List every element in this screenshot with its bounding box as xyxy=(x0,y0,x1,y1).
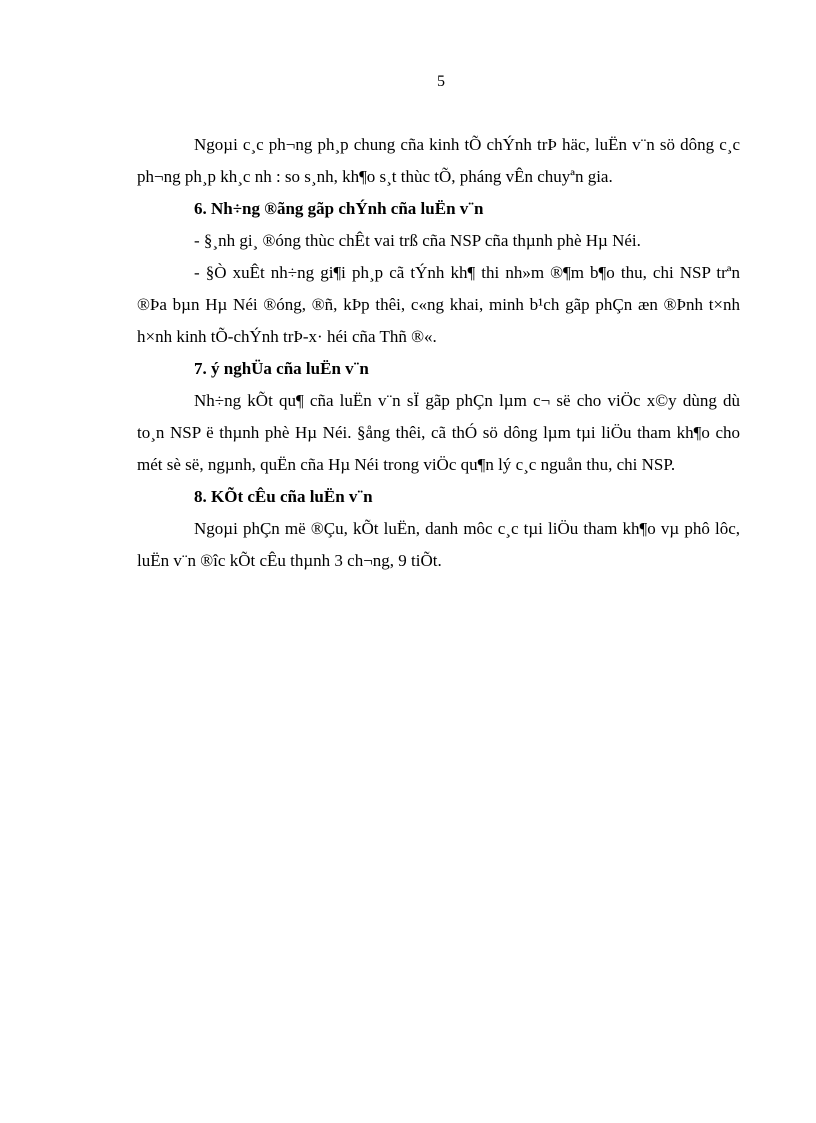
text-line: Nh÷ng kÕt qu¶ cña luËn v¨n sÏ gãp phÇn lµm c¬ së cho viÖc x©y xyxy=(194,391,677,410)
section-heading-contributions: 6. Nh÷ng ®ãng gãp chÝnh cña luËn v¨n xyxy=(194,199,484,218)
section-heading-structure: 8. KÕt cÊu cña luËn v¨n xyxy=(194,487,373,506)
text-line: Ngoµi phÇn më ®Çu, kÕt luËn, danh môc c¸c tµi liÖu tham kh¶o vµ xyxy=(194,519,680,538)
text-line: c¸c nguån thu, chi NSP. xyxy=(515,455,676,474)
text-line: dông c¸c ph¬ng ph¸p kh¸c nh : so s¸nh, kh¶o s¸t thùc tÕ, pháng vÊn chuyªn gia. xyxy=(137,135,741,186)
text-line: phô lôc, luËn v¨n ®îc kÕt cÊu thµnh 3 ch¬ng, 9 tiÕt. xyxy=(137,519,740,570)
contribution-item-2 xyxy=(137,257,740,353)
structure-paragraph xyxy=(137,513,740,577)
significance-paragraph xyxy=(137,385,740,481)
contribution-item-1 xyxy=(137,225,740,257)
page-number: 5 xyxy=(437,73,445,90)
text-line: Ngoµi c¸c ph¬ng ph¸p chung cña kinh tÕ chÝnh trÞ häc, luËn v¨n sö xyxy=(194,135,676,154)
text-line: phÇn æn ®Þnh t×nh h×nh kinh tÕ-chÝnh trÞ-x· héi cña Thñ ®«. xyxy=(137,295,741,346)
text-line: liÖu tham kh¶o cho mét sè së, ngµnh, quËn cña Hµ Néi trong viÖc qu¶n lý xyxy=(137,423,740,474)
text-line: dùng dù to¸n NSP ë thµnh phè Hµ Néi. §ång thêi, cã thÓ sö dông lµm tµi xyxy=(137,391,741,442)
document-body xyxy=(137,129,740,577)
text-line: - §Ò xuÊt nh÷ng gi¶i ph¸p cã tÝnh kh¶ thi nh»m ®¶m b¶o thu, chi xyxy=(194,263,674,282)
section-heading-significance: 7. ý nghÜa cña luËn v¨n xyxy=(194,359,369,378)
text-line: - §¸nh gi¸ ®óng thùc chÊt vai trß cña NSP cña thµnh phè Hµ Néi. xyxy=(194,231,641,250)
methods-paragraph xyxy=(137,129,740,193)
text-line: NSP trªn ®Þa bµn Hµ Néi ®óng, ®ñ, kÞp thêi, c«ng khai, minh b¹ch gãp xyxy=(137,263,740,314)
